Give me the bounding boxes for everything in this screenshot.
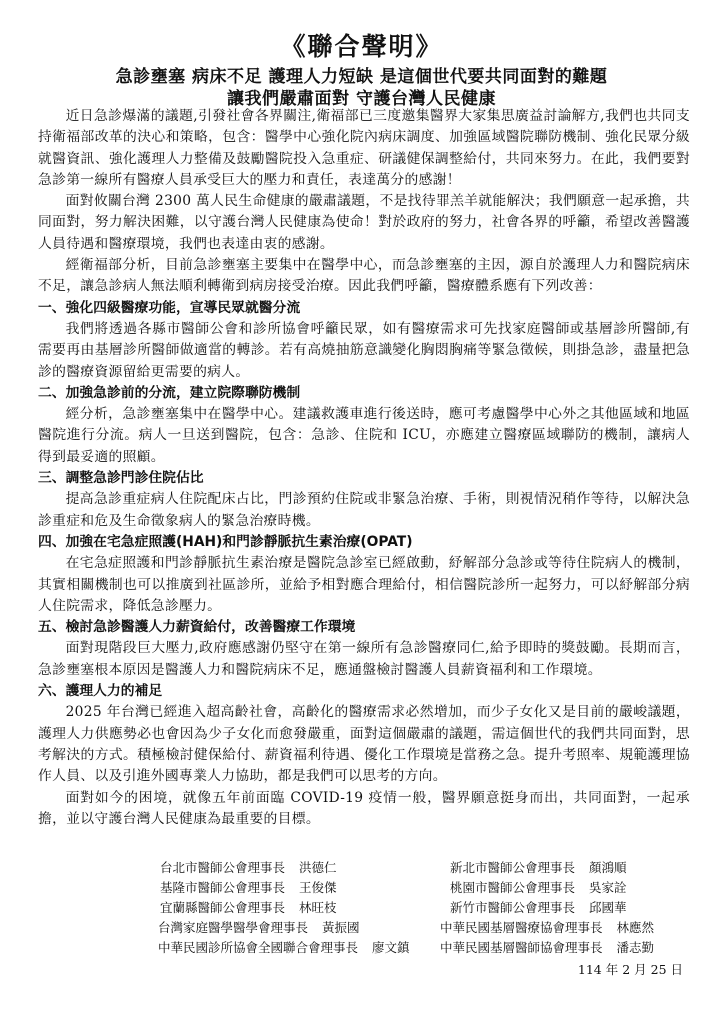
signatory-name: 顏鴻順 — [589, 860, 627, 875]
signatory-left — [160, 858, 337, 878]
signatory-title: 新竹市醫師公會理事長 — [450, 900, 576, 915]
subtitle-line-1: 急診壅塞 病床不足 護理人力短缺 是這個世代要共同面對的難題 — [115, 67, 608, 87]
section-paragraph: 面對現階段巨大壓力,政府應感謝仍堅守在第一線所有急診醫療同仁,給予即時的獎鼓勵。長期而言，急診壅塞根本原因是醫護人力和醫院病床不足，應通盤檢討醫護人員薪資福利和工作環境。 — [38, 640, 690, 678]
signatory-right — [440, 938, 654, 958]
signatory-row — [0, 858, 723, 878]
signatory-name: 邱國華 — [589, 900, 627, 915]
signatory-name: 林應然 — [616, 920, 655, 935]
signatory-title: 中華民國基層醫師協會理事長 — [440, 940, 603, 955]
section-heading: 二、加強急診前的分流，建立院際聯防機制 — [38, 384, 301, 401]
signatory-right — [450, 858, 627, 878]
signatory-left — [158, 938, 410, 958]
section-2 — [38, 383, 690, 468]
signatory-name: 王俊傑 — [299, 880, 337, 895]
section-4 — [38, 532, 690, 617]
signatory-row — [0, 918, 723, 938]
document-title: 《聯合聲明》 — [280, 32, 443, 61]
section-heading: 三、調整急診門診住院佔比 — [38, 470, 204, 487]
section-paragraph: 2025 年台灣已經進入超高齡社會，高齡化的醫療需求必然增加，而少子女化又是目前的嚴峻議題，護理人力供應勢必也會因為少子女化而愈發嚴重，面對這個嚴肅的議題，需這個世代的我們共同面對，思考解決的方式。積極檢討健保給付、薪資福利待遇、優化工作環境是當務之急。提升考照率、規範護理協作人員、以及引進外國專業人力協助，都是我們可以思考的方向。 — [38, 704, 690, 785]
section-heading: 五、檢討急診醫護人力薪資給付，改善醫療工作環境 — [38, 619, 356, 636]
section-6 — [38, 681, 690, 830]
signatory-left — [160, 898, 337, 918]
signatory-right — [440, 918, 654, 938]
section-1 — [38, 298, 690, 383]
statement-body — [38, 106, 690, 830]
signatories-list — [0, 858, 723, 958]
section-heading: 四、加強在宅急症照護(HAH)和門診靜脈抗生素治療(OPAT) — [38, 533, 413, 550]
section-paragraph: 在宅急症照護和門診靜脈抗生素治療是醫院急診室已經啟動，紓解部分急診或等待住院病人的機制，其實相關機制也可以推廣到社區診所，並給予相對應合理給付，相信醫院診所一起努力，可以紓解部分病人住院需求，降低急診壓力。 — [38, 555, 690, 614]
subtitle-line-2: 讓我們嚴肅面對 守護台灣人民健康 — [227, 89, 496, 109]
section-paragraph: 經分析，急診壅塞集中在醫學中心。建議救護車進行後送時，應可考慮醫學中心外之其他區域和地區醫院進行分流。病人一旦送到醫院，包含：急診、住院和 ICU，亦應建立醫療區域聯防的機制，讓病人得到最妥適的照顧。 — [38, 406, 690, 465]
signatory-title: 中華民國診所協會全國聯合會理事長 — [158, 940, 359, 955]
signatory-name: 黃振國 — [322, 920, 360, 935]
signatory-title: 基隆市醫師公會理事長 — [160, 880, 286, 895]
section-heading: 六、護理人力的補足 — [38, 683, 163, 700]
intro-paragraph-3: 經衛福部分析，目前急診壅塞主要集中在醫學中心，而急診壅塞的主因，源自於護理人力和醫院病床不足，讓急診病人無法順利轉衛到病房接受治療。因此我們呼籲，醫療體系應有下列改善： — [38, 257, 690, 295]
signatory-left — [158, 918, 360, 938]
signatory-name: 潘志勤 — [616, 940, 655, 955]
statement-date: 114 年 2 月 25 日 — [577, 962, 683, 977]
section-paragraph: 我們將透過各縣市醫師公會和診所協會呼籲民眾，如有醫療需求可先找家庭醫師或基層診所醫師,有需要再由基層診所醫師做適當的轉診。若有高燒抽筋意識變化胸悶胸痛等緊急徵候，則掛急診，盡量把急診的醫療資源留給更需要的病人。 — [38, 320, 690, 380]
signatory-row — [0, 938, 723, 958]
section-heading: 一、強化四級醫療功能，宣導民眾就醫分流 — [38, 299, 301, 316]
signatory-right — [450, 898, 627, 918]
signatory-row — [0, 898, 723, 918]
section-3 — [38, 468, 690, 532]
signatory-name: 洪德仁 — [299, 860, 337, 875]
signatory-title: 台北市醫師公會理事長 — [160, 860, 286, 875]
intro-paragraph-2: 面對攸關台灣 2300 萬人民生命健康的嚴肅議題，不是找待罪羔羊就能解決；我們願意一起承擔，共同面對，努力解決困難，以守護台灣人民健康為使命！對於政府的努力，社會各界的呼籲，希望改善醫護人員待遇和醫療環境，我們也表達由衷的感謝。 — [38, 193, 690, 252]
signatory-title: 宜蘭縣醫師公會理事長 — [160, 900, 286, 915]
closing-paragraph: 面對如今的困境，就像五年前面臨 COVID-19 疫情一般，醫界願意挺身而出，共同面對，一起承擔，並以守護台灣人民健康為最重要的目標。 — [38, 789, 690, 827]
signatory-right — [450, 878, 627, 898]
signatory-name: 林旺枝 — [299, 900, 337, 915]
intro-paragraph-1: 近日急診爆滿的議題,引發社會各界關注,衛福部已三度邀集醫界大家集思廣益討論解方,我們也共同支持衛福部改革的決心和策略，包含：醫學中心強化院內病床調度、加強區域醫院聯防機制、強化民眾分級就醫資訊、強化護理人力整備及鼓勵醫院投入急重症、研議健保調整給付，共同來努力。在此，我們要對急診第一線所有醫療人員承受巨大的壓力和責任，表達萬分的感謝！ — [38, 108, 690, 188]
signatory-left — [160, 878, 337, 898]
section-5 — [38, 617, 690, 681]
signatory-title: 中華民國基層醫療協會理事長 — [440, 920, 603, 935]
signatory-name: 廖文鎮 — [372, 940, 410, 955]
signatory-title: 桃園市醫師公會理事長 — [450, 880, 576, 895]
signatory-title: 新北市醫師公會理事長 — [450, 860, 576, 875]
signatory-name: 吳家詮 — [589, 880, 627, 895]
signatory-title: 台灣家庭醫學醫學會理事長 — [158, 920, 309, 935]
signatory-row — [0, 878, 723, 898]
section-paragraph: 提高急診重症病人住院配床占比，門診預約住院或非緊急治療、手術，則視情況稍作等待，以解決急診重症和危及生命徵象病人的緊急治療時機。 — [38, 491, 690, 529]
